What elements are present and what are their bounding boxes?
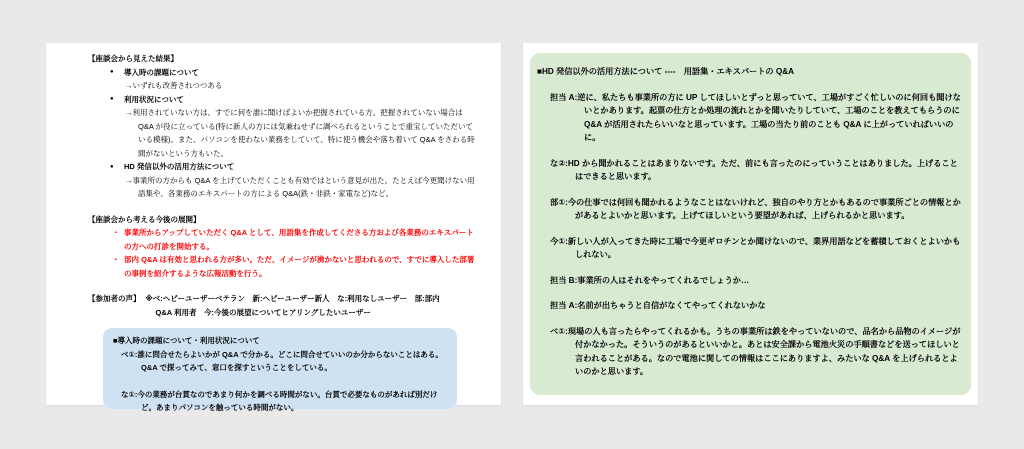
list-item: [88, 66, 475, 80]
bullet-dot-icon: ●: [110, 96, 114, 102]
bullet-label: 導入時の課題について: [124, 67, 199, 77]
participants-section: [88, 292, 475, 319]
bullet-dot-icon: ●: [110, 163, 114, 170]
slide-left: [46, 43, 501, 412]
voice-quote: [550, 91, 961, 145]
future-item-text: 事業所からアップしていただく Q&A として、用語集を作成してくださる方および各業務のエキスパートの方への打診を開始する。: [124, 228, 474, 251]
quote-text: 現場の人も言ったらやってくれるかも。うちの事業所は鉄をやっていないので、品名から品物のイメージが付かなかった。そういうのがあるといいかと。あとは安全課から電池火災の手順書などを送ってほしいと言われることがある。なので電池に関しての情報はここにありますよ、みたいな Q&A を上げられるとよいのかと思います。: [567, 326, 961, 376]
voice-box-intro-usage: [103, 328, 457, 412]
future-item-red: [88, 226, 475, 253]
legend-line-2: Q&A 利用者 今:今後の展望についてヒアリングしたいユーザー: [155, 307, 371, 317]
speaker-label: ベ①:: [121, 349, 138, 359]
speaker-label: 担当 B:: [550, 275, 578, 285]
future-section: [88, 213, 475, 281]
speaker-label: 今①:: [550, 236, 568, 246]
voice-quote: [550, 325, 961, 379]
bullet-label: HD 発信以外の活用方法について: [124, 162, 235, 171]
quote-text: 逆に、私たちも事業所の方に UP してほしいとずっと思っていて、工場がすごく忙しいのに何回も聞けないとかあります。起票の仕方とか処理の流れとかを聞いたりしていて、工場のことを教えてもらうのに Q&A が活用されたらいいなと思っています。工場の当たり前のことも Q&A に上がっていればいいのに。: [577, 92, 961, 142]
bullet-sub-text: →いずれも改善されつつある: [125, 81, 223, 90]
voice-box-hd-usage: [530, 53, 971, 395]
quote-text: 名前が出ちゃうと自信がなくてやってくれないかな: [577, 301, 766, 310]
speaker-label: 担当 A:: [550, 92, 578, 102]
participants-legend: [146, 292, 440, 319]
future-item-red: [88, 253, 475, 280]
quote-text: 今の仕事では何回も聞かれるようなことはないけれど、独自のやり方とかもあるので事業所ごとの情報とかがあるとよいかと思います。上げてほしいという要望があれば、上げられるかと思います。: [567, 197, 961, 220]
slide-right: [523, 43, 978, 405]
voice-quote: [550, 274, 961, 288]
voice-quote: [121, 388, 447, 415]
quote-text: 今の業務が台貫なのであまり何かを調べる時間がない。台貫で必要なものがあれば別だけど。あまりパソコンを触っている時間がない。: [137, 389, 438, 412]
voice-quote: [550, 299, 961, 313]
voice-quote: [121, 348, 447, 375]
future-section-title: 【座談会から考える今後の展開】: [88, 214, 201, 224]
bullet-sub-text: →利用されていない方は、すでに何を誰に聞けばよいか把握されている方。把握されていない場合は Q&A が役に立っている(特に新人の方には気兼ねせずに調べられるということで重宝していただいている模様)。また、パソコンを使わない業務をしていて、特に使う機会や落ち着いて Q&A をさわる時間がないという方もいた。: [125, 108, 475, 158]
dot-marker-icon: ・: [112, 228, 120, 237]
bullet-dot-icon: ●: [110, 69, 114, 75]
dot-marker-icon: ・: [112, 255, 120, 264]
voice-quote: [550, 235, 961, 262]
quote-text: 誰に問合せたらよいかが Q&A で分かる。どこに問合せていいのか分からないことはある。Q&A で探ってみて、窓口を探すということをしている。: [137, 349, 443, 372]
voice-quote: [550, 157, 961, 184]
speaker-label: 部①:: [550, 197, 568, 207]
quote-text: 事業所の人はそれをやってくれるでしょうか…: [577, 275, 750, 285]
bullet-label: 利用状況について: [124, 94, 184, 104]
participants-label: 【参加者の声】: [88, 294, 141, 303]
quote-text: HD から聞かれることはあまりないです。ただ、前にも言ったのにっていうことはありました。上げることはできると思います。: [567, 158, 958, 181]
speaker-label: 担当 A:: [550, 301, 578, 310]
list-item: [88, 93, 475, 107]
voice-quote: [550, 196, 961, 223]
voice-box-title: ■HD 発信以外の活用方法について ---- 用語集・エキスパートの Q&A: [537, 67, 795, 76]
list-item: [88, 160, 475, 174]
speaker-label: ベ①:: [550, 326, 568, 336]
legend-line-1: ※ベ:ヘビーユーザーベテラン 新:ヘビーユーザー新人 な:利用なしユーザー 部:部内: [145, 294, 440, 303]
future-item-text: 部内 Q&A は有効と思われる方が多い。ただ、イメージが沸かないと思われるので、すでに導入した部署の事例を紹介するような広報活動を行う。: [124, 255, 475, 278]
speaker-label: な②:: [550, 158, 568, 168]
left-slide-content: [46, 43, 501, 412]
quote-text: 新しい人が入ってきた時に工場で今更ギロチンとか聞けないので、業界用語などを蓄積しておくとよいかもしれない。: [567, 236, 961, 259]
speaker-label: な①:: [121, 389, 138, 399]
results-section-title: 【座談会から見えた結果】: [88, 54, 178, 63]
bullet-sub-text: →事業所の方からも Q&A を上げていただくことも有効ではという意見が出た。たとえば今更聞けない用語集や、各業務のエキスパートの方による Q&A(鉄・非鉄・家電など)など。: [125, 175, 475, 198]
voice-box-title: ■導入時の課題について・利用状況について: [113, 336, 260, 345]
